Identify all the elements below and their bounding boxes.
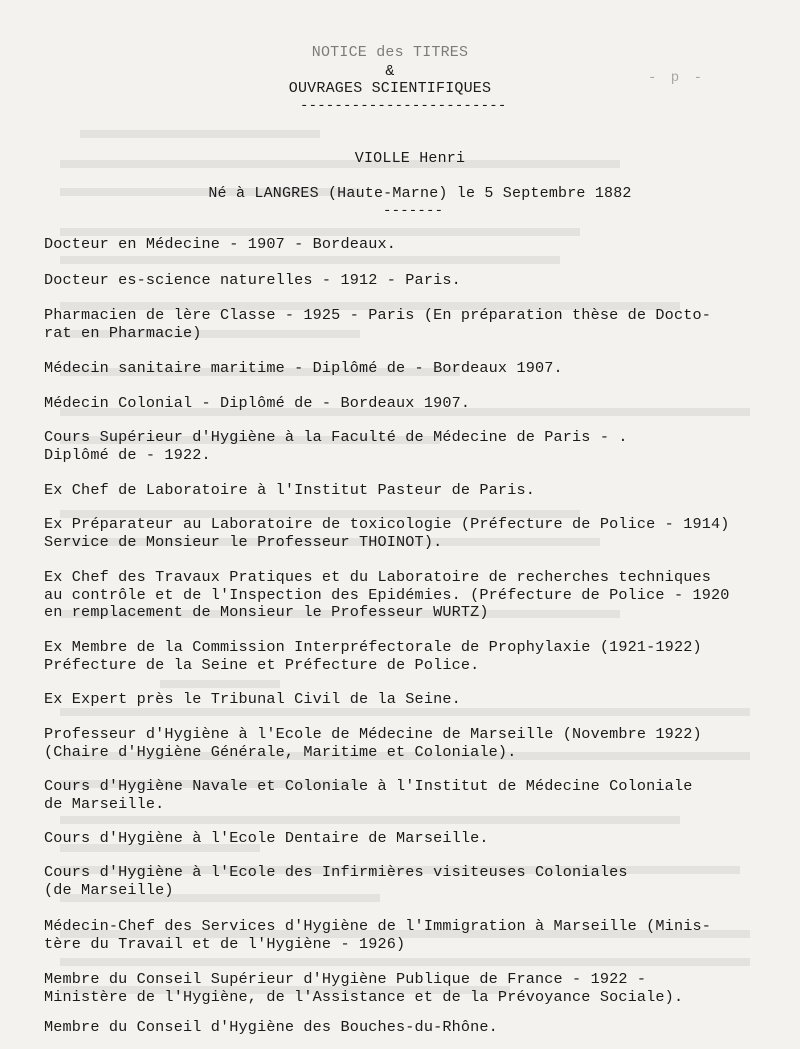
entry-line: Docteur en Médecine - 1907 - Bordeaux. (44, 235, 397, 253)
entry-line: Médecin sanitaire maritime - Diplômé de - Bordeaux 1907. (44, 359, 563, 377)
entry-line: (de Marseille) (44, 880, 174, 899)
header-title-line1: NOTICE des TITRES (311, 44, 469, 61)
entry-line: Membre du Conseil d'Hygiène des Bouches-du-Rhône. (44, 1018, 498, 1036)
list-item (44, 516, 730, 551)
list-item (44, 864, 628, 899)
entry-line: Cours Supérieur d'Hygiène à la Faculté de Médecine de Paris - . (44, 428, 628, 446)
entry-line: Diplômé de - 1922. (44, 445, 211, 464)
page-marker: - p - (648, 70, 706, 86)
entry-line: Docteur es-science naturelles - 1912 - Paris. (44, 271, 461, 289)
list-item (44, 429, 628, 464)
entry-line: Service de Monsieur le Professeur THOINOT). (44, 532, 443, 551)
entry-line: Médecin-Chef des Services d'Hygiène de l'Immigration à Marseille (Minis- (44, 917, 712, 935)
entry-line: Ex Expert près le Tribunal Civil de la Seine. (44, 690, 461, 708)
entry-line: Membre du Conseil Supérieur d'Hygiène Publique de France - 1922 - (44, 970, 647, 988)
list-item (44, 1019, 498, 1037)
entry-line: en remplacement de Monsieur le Professeur WURTZ) (44, 603, 489, 621)
entry-line: Ministère de l'Hygiène, de l'Assistance et de la Prévoyance Sociale). (44, 987, 684, 1006)
list-item (44, 691, 461, 709)
person-separator: ------- (383, 203, 444, 219)
list-item (44, 307, 711, 342)
entry-line: tère du Travail et de l'Hygiène - 1926) (44, 934, 406, 953)
list-item (44, 830, 489, 848)
list-item (44, 918, 711, 953)
entry-line: Cours d'Hygiène à l'Ecole des Infirmières visiteuses Coloniales (44, 863, 628, 881)
entry-line: (Chaire d'Hygiène Générale, Maritime et Coloniale). (44, 742, 517, 761)
entry-line: Ex Préparateur au Laboratoire de toxicologie (Préfecture de Police - 1914) (44, 515, 730, 533)
entry-line: Pharmacien de lère Classe - 1925 - Paris (En préparation thèse de Docto- (44, 306, 712, 324)
entry-line: au contrôle et de l'Inspection des Epidémies. (Préfecture de Police - 1920 (44, 585, 730, 604)
person-name: VIOLLE Henri (354, 150, 466, 167)
entry-line: Cours d'Hygiène à l'Ecole Dentaire de Marseille. (44, 829, 489, 847)
entry-line: Ex Membre de la Commission Interpréfectorale de Prophylaxie (1921-1922) (44, 638, 702, 656)
list-item (44, 236, 396, 254)
entry-line: Cours d'Hygiène Navale et Coloniale à l'Institut de Médecine Coloniale (44, 777, 693, 795)
list-item (44, 482, 535, 500)
list-item (44, 971, 683, 1006)
list-item (44, 778, 692, 813)
entry-line: de Marseille. (44, 794, 165, 813)
list-item (44, 395, 470, 413)
header-underline: ------------------------ (300, 98, 507, 114)
entry-line: Ex Chef de Laboratoire à l'Institut Pasteur de Paris. (44, 481, 535, 499)
entry-line: Préfecture de la Seine et Préfecture de Police. (44, 655, 480, 674)
header-ampersand: & (385, 63, 395, 80)
header-title-line3: OUVRAGES SCIENTIFIQUES (288, 80, 492, 97)
person-birth: Né à LANGRES (Haute-Marne) le 5 Septembre 1882 (208, 185, 632, 202)
entry-line: Médecin Colonial - Diplômé de - Bordeaux 1907. (44, 394, 471, 412)
entry-line: rat en Pharmacie) (44, 323, 202, 342)
list-item (44, 569, 730, 622)
list-item (44, 272, 461, 290)
entry-line: Ex Chef des Travaux Pratiques et du Laboratoire de recherches techniques (44, 568, 712, 586)
list-item (44, 726, 702, 761)
entry-line: Professeur d'Hygiène à l'Ecole de Médecine de Marseille (Novembre 1922) (44, 725, 702, 743)
list-item (44, 360, 563, 378)
list-item (44, 639, 702, 674)
